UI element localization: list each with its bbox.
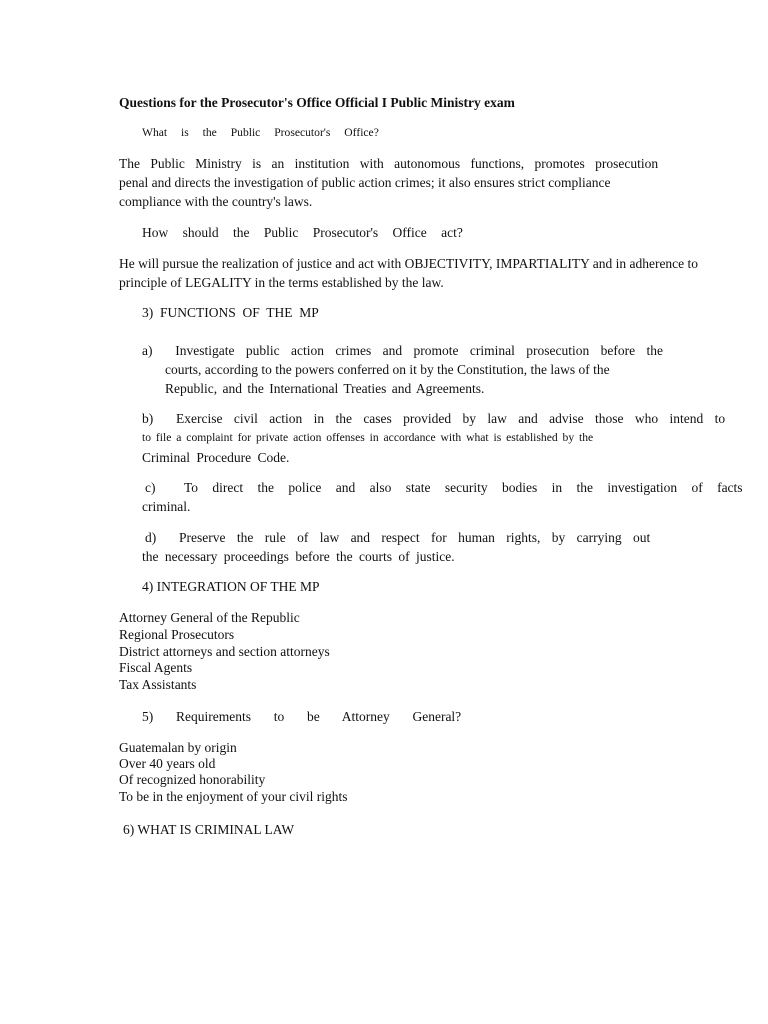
answer-1-line-1: The Public Ministry is an institution with autonomous functions, promotes prosecution — [119, 156, 659, 171]
function-c-line-1: c) To direct the police and also state security bodies in the investigation of facts — [145, 480, 743, 495]
integration-item: Tax Assistants — [119, 677, 197, 692]
answer-1-line-3: compliance with the country's laws. — [119, 194, 313, 209]
document-title: Questions for the Prosecutor's Office Official I Public Ministry exam — [119, 95, 515, 110]
function-a-line-3: Republic, and the International Treaties and Agreements. — [165, 381, 485, 396]
integration-item: Regional Prosecutors — [119, 627, 235, 642]
function-a-line-2: courts, according to the powers conferred on it by the Constitution, the laws of the — [165, 362, 610, 377]
requirement-item: Over 40 years old — [119, 756, 216, 771]
function-d-line-1: d) Preserve the rule of law and respect for human rights, by carrying out — [145, 530, 651, 545]
requirement-item: Guatemalan by origin — [119, 740, 237, 755]
function-b-line-2: to file a complaint for private action offenses in accordance with what is established by the — [142, 431, 594, 444]
question-3-heading: 3) FUNCTIONS OF THE MP — [142, 305, 319, 320]
question-2: How should the Public Prosecutor's Office act? — [142, 225, 463, 240]
function-c-line-2: criminal. — [142, 499, 191, 514]
integration-item: Attorney General of the Republic — [119, 610, 300, 625]
requirement-item: To be in the enjoyment of your civil rights — [119, 789, 348, 804]
question-5-heading: 5) Requirements to be Attorney General? — [142, 709, 462, 724]
question-1: What is the Public Prosecutor's Office? — [142, 126, 379, 139]
function-b-line-1: b) Exercise civil action in the cases provided by law and advise those who intend to — [142, 411, 726, 426]
integration-item: District attorneys and section attorneys — [119, 644, 330, 659]
integration-item: Fiscal Agents — [119, 660, 193, 675]
function-b-line-3: Criminal Procedure Code. — [142, 450, 290, 465]
answer-2-line-1: He will pursue the realization of justice and act with OBJECTIVITY, IMPARTIALITY and in adherence to — [119, 256, 699, 271]
function-d-line-2: the necessary proceedings before the courts of justice. — [142, 549, 455, 564]
answer-1-line-2: penal and directs the investigation of public action crimes; it also ensures strict compliance — [119, 175, 611, 190]
function-a-line-1: a) Investigate public action crimes and promote criminal prosecution before the — [142, 343, 663, 358]
requirement-item: Of recognized honorability — [119, 772, 266, 787]
question-6-heading: 6) WHAT IS CRIMINAL LAW — [123, 822, 295, 837]
answer-2-line-2: principle of LEGALITY in the terms established by the law. — [119, 275, 444, 290]
question-4-heading: 4) INTEGRATION OF THE MP — [142, 579, 320, 594]
